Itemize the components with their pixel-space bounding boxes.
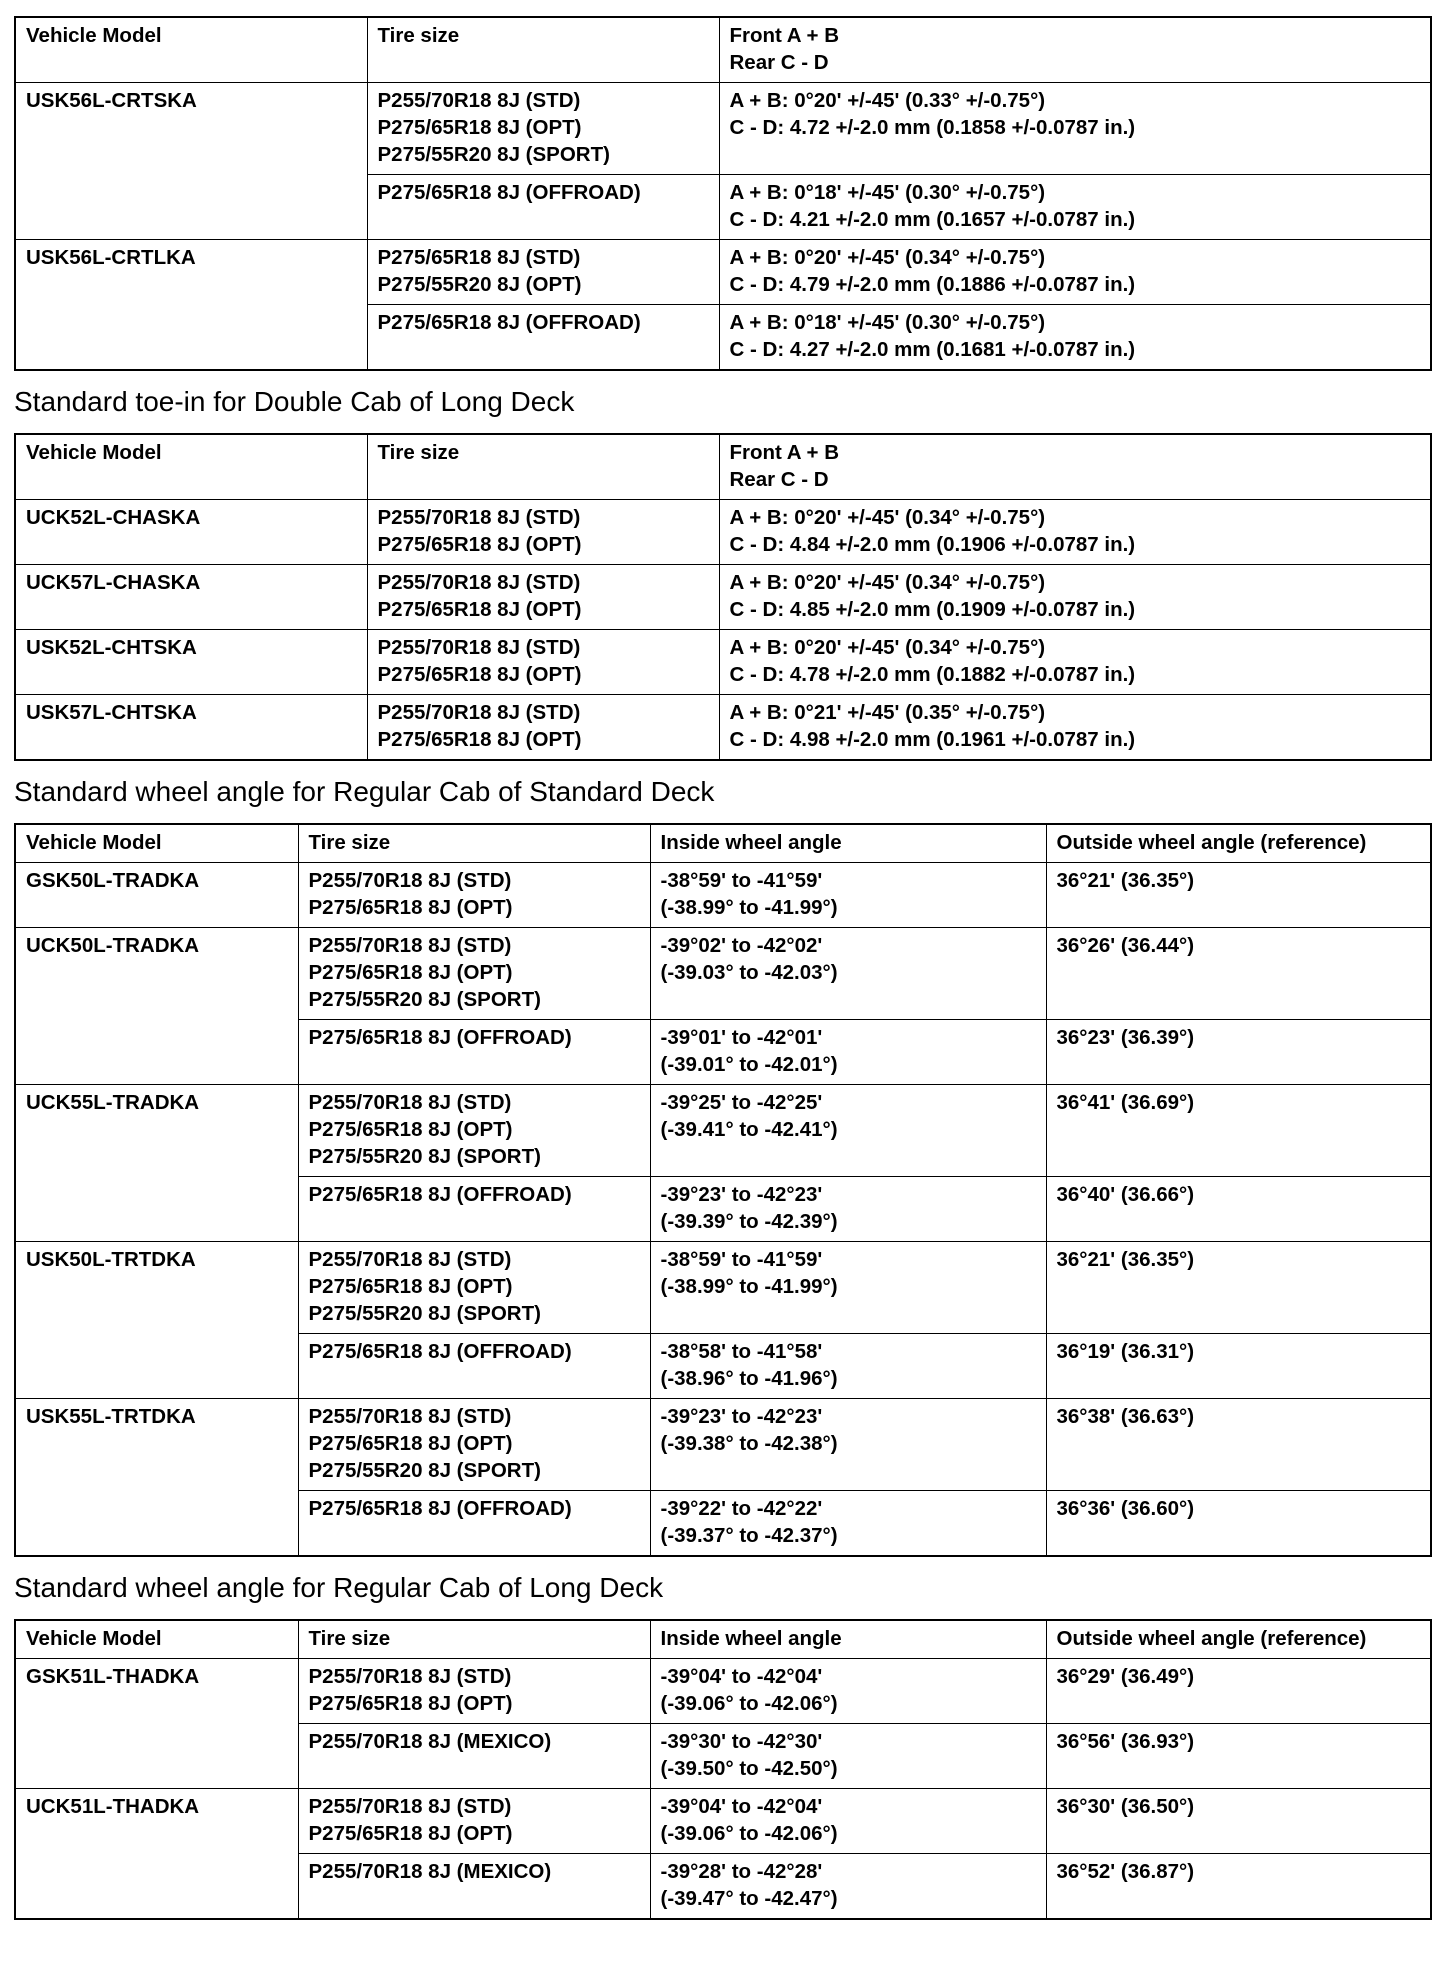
column-header-outside-wheel-angle xyxy=(1046,824,1431,863)
tire-size-cell-line: P275/65R18 8J (OPT) xyxy=(377,533,582,556)
toe-in-spec-cell-line: A + B: 0°20' +/-45' (0.34° +/-0.75°) xyxy=(729,571,1046,594)
column-header-vehicle-model-line: Vehicle Model xyxy=(26,24,162,47)
inside-wheel-angle-cell xyxy=(650,1242,1046,1334)
tire-size-cell xyxy=(298,1659,650,1724)
tire-size-cell-line: P275/65R18 8J (OPT) xyxy=(377,728,582,751)
column-header-vehicle-model-line: Vehicle Model xyxy=(26,441,162,464)
column-header-vehicle-model-line: Vehicle Model xyxy=(26,1627,162,1650)
table-row xyxy=(15,240,1431,305)
toe-in-spec-cell-line: C - D: 4.98 +/-2.0 mm (0.1961 +/-0.0787 in.) xyxy=(729,728,1136,751)
outside-wheel-angle-cell xyxy=(1046,1020,1431,1085)
column-header-tire-size xyxy=(298,1620,650,1659)
inside-wheel-angle-cell xyxy=(650,1789,1046,1854)
tire-size-cell-line: P275/55R20 8J (SPORT) xyxy=(308,1459,541,1482)
vehicle-model-cell xyxy=(15,928,298,1085)
tire-size-cell-line: P275/65R18 8J (OPT) xyxy=(308,896,513,919)
tire-size-cell-line: P255/70R18 8J (MEXICO) xyxy=(308,1730,552,1753)
inside-wheel-angle-cell-line: (-38.99° to -41.99°) xyxy=(660,1275,838,1298)
tire-size-cell-line: P275/65R18 8J (OPT) xyxy=(308,1822,513,1845)
outside-wheel-angle-cell xyxy=(1046,1854,1431,1920)
outside-wheel-angle-cell xyxy=(1046,1085,1431,1177)
tire-size-cell-line: P275/65R18 8J (OFFROAD) xyxy=(308,1026,572,1049)
vehicle-model-cell-line: USK55L-TRTDKA xyxy=(26,1405,196,1428)
column-header-vehicle-model xyxy=(15,1620,298,1659)
toe-in-spec-cell-line: C - D: 4.78 +/-2.0 mm (0.1882 +/-0.0787 in.) xyxy=(729,663,1136,686)
inside-wheel-angle-cell-line: (-39.41° to -42.41°) xyxy=(660,1118,838,1141)
header-row xyxy=(15,1620,1431,1659)
column-header-inside-wheel-angle-line: Inside wheel angle xyxy=(660,831,842,854)
table-row xyxy=(15,1659,1431,1724)
vehicle-model-cell xyxy=(15,1399,298,1557)
inside-wheel-angle-cell-line: (-39.01° to -42.01°) xyxy=(660,1053,838,1076)
outside-wheel-angle-cell-line: 36°26' (36.44°) xyxy=(1056,934,1195,957)
outside-wheel-angle-cell xyxy=(1046,1724,1431,1789)
inside-wheel-angle-cell-line: -39°01' to -42°01' xyxy=(660,1026,823,1049)
tire-size-cell xyxy=(367,240,719,305)
table-row xyxy=(15,1789,1431,1854)
vehicle-model-cell-line: UCK50L-TRADKA xyxy=(26,934,200,957)
outside-wheel-angle-cell xyxy=(1046,1659,1431,1724)
tire-size-cell-line: P275/65R18 8J (OPT) xyxy=(308,1275,513,1298)
toe-in-spec-cell-line: A + B: 0°20' +/-45' (0.34° +/-0.75°) xyxy=(729,246,1046,269)
tire-size-cell xyxy=(367,305,719,371)
tire-size-cell-line: P255/70R18 8J (STD) xyxy=(308,1248,512,1271)
outside-wheel-angle-cell-line: 36°41' (36.69°) xyxy=(1056,1091,1195,1114)
inside-wheel-angle-cell-line: -39°28' to -42°28' xyxy=(660,1860,823,1883)
outside-wheel-angle-cell-line: 36°19' (36.31°) xyxy=(1056,1340,1195,1363)
tire-size-cell-line: P275/65R18 8J (OFFROAD) xyxy=(308,1183,572,1206)
toe-in-table-1 xyxy=(14,16,1432,371)
tire-size-cell xyxy=(298,1085,650,1177)
inside-wheel-angle-cell-line: -39°04' to -42°04' xyxy=(660,1795,823,1818)
column-header-tire-size xyxy=(298,824,650,863)
tire-size-cell-line: P255/70R18 8J (STD) xyxy=(308,1795,512,1818)
vehicle-model-cell-line: USK56L-CRTSKA xyxy=(26,89,197,112)
toe-in-spec-cell-line: C - D: 4.72 +/-2.0 mm (0.1858 +/-0.0787 in.) xyxy=(729,116,1136,139)
vehicle-model-cell xyxy=(15,630,367,695)
column-header-vehicle-model xyxy=(15,824,298,863)
inside-wheel-angle-cell-line: (-39.50° to -42.50°) xyxy=(660,1757,838,1780)
outside-wheel-angle-cell xyxy=(1046,1491,1431,1557)
toe-in-table-double-cab-long-deck xyxy=(14,433,1432,761)
inside-wheel-angle-cell-line: (-38.96° to -41.96°) xyxy=(660,1367,838,1390)
inside-wheel-angle-cell xyxy=(650,1659,1046,1724)
outside-wheel-angle-cell-line: 36°38' (36.63°) xyxy=(1056,1405,1195,1428)
inside-wheel-angle-cell-line: -39°23' to -42°23' xyxy=(660,1405,823,1428)
tire-size-cell-line: P275/65R18 8J (OPT) xyxy=(308,961,513,984)
inside-wheel-angle-cell-line: (-39.37° to -42.37°) xyxy=(660,1524,838,1547)
tire-size-cell-line: P275/65R18 8J (OFFROAD) xyxy=(377,181,641,204)
outside-wheel-angle-cell xyxy=(1046,928,1431,1020)
vehicle-model-cell xyxy=(15,1789,298,1920)
inside-wheel-angle-cell-line: (-39.06° to -42.06°) xyxy=(660,1822,838,1845)
vehicle-model-cell xyxy=(15,695,367,761)
column-header-front-rear-line: Rear C - D xyxy=(729,468,829,491)
inside-wheel-angle-cell-line: (-39.06° to -42.06°) xyxy=(660,1692,838,1715)
outside-wheel-angle-cell-line: 36°23' (36.39°) xyxy=(1056,1026,1195,1049)
inside-wheel-angle-cell-line: -39°25' to -42°25' xyxy=(660,1091,823,1114)
inside-wheel-angle-cell xyxy=(650,1491,1046,1557)
toe-in-spec-cell xyxy=(719,83,1431,175)
table-row xyxy=(15,1242,1431,1334)
tire-size-cell-line: P255/70R18 8J (STD) xyxy=(377,636,581,659)
vehicle-model-cell-line: USK50L-TRTDKA xyxy=(26,1248,196,1271)
inside-wheel-angle-cell-line: (-39.39° to -42.39°) xyxy=(660,1210,838,1233)
document xyxy=(14,16,1430,1920)
tire-size-cell-line: P275/65R18 8J (STD) xyxy=(377,246,581,269)
toe-in-spec-cell-line: A + B: 0°18' +/-45' (0.30° +/-0.75°) xyxy=(729,311,1046,334)
vehicle-model-cell xyxy=(15,863,298,928)
outside-wheel-angle-cell-line: 36°29' (36.49°) xyxy=(1056,1665,1195,1688)
vehicle-model-cell-line: UCK52L-CHASKA xyxy=(26,506,201,529)
toe-in-spec-cell-line: C - D: 4.85 +/-2.0 mm (0.1909 +/-0.0787 in.) xyxy=(729,598,1136,621)
column-header-vehicle-model xyxy=(15,17,367,83)
outside-wheel-angle-cell-line: 36°21' (36.35°) xyxy=(1056,869,1195,892)
inside-wheel-angle-cell xyxy=(650,1177,1046,1242)
column-header-outside-wheel-angle-line: Outside wheel angle (reference) xyxy=(1056,1627,1367,1650)
table-row xyxy=(15,1399,1431,1491)
toe-in-spec-cell-line: A + B: 0°21' +/-45' (0.35° +/-0.75°) xyxy=(729,701,1046,724)
toe-in-spec-cell-line: C - D: 4.27 +/-2.0 mm (0.1681 +/-0.0787 in.) xyxy=(729,338,1136,361)
inside-wheel-angle-cell-line: -38°59' to -41°59' xyxy=(660,1248,823,1271)
toe-in-spec-cell-line: C - D: 4.79 +/-2.0 mm (0.1886 +/-0.0787 in.) xyxy=(729,273,1136,296)
section-title-wheel-angle-long-deck: Standard wheel angle for Regular Cab of Long Deck xyxy=(14,1572,664,1603)
tire-size-cell-line: P255/70R18 8J (STD) xyxy=(308,934,512,957)
tire-size-cell-line: P275/65R18 8J (OPT) xyxy=(377,598,582,621)
header-row xyxy=(15,434,1431,500)
tire-size-cell xyxy=(298,1789,650,1854)
outside-wheel-angle-cell xyxy=(1046,1789,1431,1854)
table-row xyxy=(15,928,1431,1020)
wheel-angle-table-long-deck xyxy=(14,1619,1432,1920)
inside-wheel-angle-cell-line: -39°30' to -42°30' xyxy=(660,1730,823,1753)
column-header-inside-wheel-angle xyxy=(650,824,1046,863)
tire-size-cell xyxy=(298,863,650,928)
inside-wheel-angle-cell-line: -39°02' to -42°02' xyxy=(660,934,823,957)
vehicle-model-cell-line: USK52L-CHTSKA xyxy=(26,636,197,659)
vehicle-model-cell xyxy=(15,83,367,240)
column-header-front-rear-line: Front A + B xyxy=(729,441,840,464)
toe-in-spec-cell-line: A + B: 0°20' +/-45' (0.34° +/-0.75°) xyxy=(729,506,1046,529)
tire-size-cell xyxy=(298,928,650,1020)
header-row xyxy=(15,824,1431,863)
vehicle-model-cell-line: UCK55L-TRADKA xyxy=(26,1091,200,1114)
tire-size-cell-line: P275/55R20 8J (SPORT) xyxy=(377,143,610,166)
inside-wheel-angle-cell xyxy=(650,928,1046,1020)
tire-size-cell xyxy=(298,1334,650,1399)
outside-wheel-angle-cell xyxy=(1046,1399,1431,1491)
tire-size-cell-line: P255/70R18 8J (STD) xyxy=(308,869,512,892)
vehicle-model-cell xyxy=(15,500,367,565)
inside-wheel-angle-cell-line: -39°04' to -42°04' xyxy=(660,1665,823,1688)
tire-size-cell-line: P255/70R18 8J (MEXICO) xyxy=(308,1860,552,1883)
outside-wheel-angle-cell-line: 36°36' (36.60°) xyxy=(1056,1497,1195,1520)
outside-wheel-angle-cell-line: 36°52' (36.87°) xyxy=(1056,1860,1195,1883)
toe-in-spec-cell xyxy=(719,175,1431,240)
vehicle-model-cell xyxy=(15,1242,298,1399)
column-header-tire-size xyxy=(367,17,719,83)
wheel-angle-table-standard-deck xyxy=(14,823,1432,1557)
toe-in-spec-cell-line: A + B: 0°20' +/-45' (0.34° +/-0.75°) xyxy=(729,636,1046,659)
tire-size-cell-line: P275/65R18 8J (OPT) xyxy=(308,1118,513,1141)
column-header-front-rear xyxy=(719,17,1431,83)
tire-size-cell xyxy=(367,630,719,695)
tire-size-cell xyxy=(298,1854,650,1920)
tire-size-cell xyxy=(298,1399,650,1491)
outside-wheel-angle-cell xyxy=(1046,1334,1431,1399)
inside-wheel-angle-cell-line: -39°22' to -42°22' xyxy=(660,1497,823,1520)
tire-size-cell-line: P275/55R20 8J (OPT) xyxy=(377,273,582,296)
vehicle-model-cell-line: USK57L-CHTSKA xyxy=(26,701,197,724)
table-row xyxy=(15,695,1431,761)
column-header-tire-size-line: Tire size xyxy=(377,441,460,464)
inside-wheel-angle-cell-line: (-39.38° to -42.38°) xyxy=(660,1432,838,1455)
table-row xyxy=(15,500,1431,565)
inside-wheel-angle-cell xyxy=(650,1085,1046,1177)
outside-wheel-angle-cell-line: 36°56' (36.93°) xyxy=(1056,1730,1195,1753)
outside-wheel-angle-cell xyxy=(1046,1177,1431,1242)
column-header-outside-wheel-angle xyxy=(1046,1620,1431,1659)
toe-in-spec-cell xyxy=(719,240,1431,305)
section-title-wheel-angle-standard-deck: Standard wheel angle for Regular Cab of Standard Deck xyxy=(14,776,715,807)
vehicle-model-cell-line: GSK51L-THADKA xyxy=(26,1665,200,1688)
tire-size-cell-line: P255/70R18 8J (STD) xyxy=(308,1405,512,1428)
column-header-inside-wheel-angle-line: Inside wheel angle xyxy=(660,1627,842,1650)
tire-size-cell xyxy=(367,175,719,240)
column-header-vehicle-model xyxy=(15,434,367,500)
column-header-inside-wheel-angle xyxy=(650,1620,1046,1659)
toe-in-spec-cell xyxy=(719,695,1431,761)
tire-size-cell-line: P275/65R18 8J (OPT) xyxy=(308,1432,513,1455)
outside-wheel-angle-cell xyxy=(1046,1242,1431,1334)
column-header-tire-size-line: Tire size xyxy=(308,1627,391,1650)
outside-wheel-angle-cell-line: 36°21' (36.35°) xyxy=(1056,1248,1195,1271)
table-row xyxy=(15,83,1431,175)
column-header-tire-size-line: Tire size xyxy=(308,831,391,854)
table-row xyxy=(15,863,1431,928)
tire-size-cell-line: P275/65R18 8J (OPT) xyxy=(308,1692,513,1715)
header-row xyxy=(15,17,1431,83)
column-header-tire-size xyxy=(367,434,719,500)
tire-size-cell-line: P275/55R20 8J (SPORT) xyxy=(308,1145,541,1168)
tire-size-cell xyxy=(367,83,719,175)
vehicle-model-cell xyxy=(15,1085,298,1242)
inside-wheel-angle-cell xyxy=(650,1399,1046,1491)
toe-in-spec-cell-line: A + B: 0°18' +/-45' (0.30° +/-0.75°) xyxy=(729,181,1046,204)
column-header-outside-wheel-angle-line: Outside wheel angle (reference) xyxy=(1056,831,1367,854)
tire-size-cell xyxy=(298,1177,650,1242)
table-row xyxy=(15,1085,1431,1177)
inside-wheel-angle-cell-line: (-39.03° to -42.03°) xyxy=(660,961,838,984)
tire-size-cell xyxy=(367,500,719,565)
toe-in-spec-cell xyxy=(719,305,1431,371)
vehicle-model-cell xyxy=(15,240,367,371)
outside-wheel-angle-cell-line: 36°30' (36.50°) xyxy=(1056,1795,1195,1818)
vehicle-model-cell-line: UCK51L-THADKA xyxy=(26,1795,200,1818)
tire-size-cell xyxy=(298,1491,650,1557)
column-header-tire-size-line: Tire size xyxy=(377,24,460,47)
inside-wheel-angle-cell-line: -38°59' to -41°59' xyxy=(660,869,823,892)
tire-size-cell-line: P255/70R18 8J (STD) xyxy=(377,571,581,594)
section-title-toe-in-double-cab-long-deck: Standard toe-in for Double Cab of Long Deck xyxy=(14,386,575,417)
tire-size-cell xyxy=(367,565,719,630)
toe-in-spec-cell xyxy=(719,565,1431,630)
inside-wheel-angle-cell xyxy=(650,1334,1046,1399)
column-header-front-rear-line: Front A + B xyxy=(729,24,840,47)
vehicle-model-cell xyxy=(15,565,367,630)
toe-in-spec-cell-line: C - D: 4.21 +/-2.0 mm (0.1657 +/-0.0787 in.) xyxy=(729,208,1136,231)
tire-size-cell-line: P255/70R18 8J (STD) xyxy=(377,701,581,724)
vehicle-model-cell-line: GSK50L-TRADKA xyxy=(26,869,200,892)
inside-wheel-angle-cell xyxy=(650,1724,1046,1789)
tire-size-cell-line: P255/70R18 8J (STD) xyxy=(377,506,581,529)
tire-size-cell xyxy=(298,1020,650,1085)
inside-wheel-angle-cell xyxy=(650,1020,1046,1085)
inside-wheel-angle-cell-line: (-39.47° to -42.47°) xyxy=(660,1887,838,1910)
tire-size-cell-line: P275/65R18 8J (OFFROAD) xyxy=(377,311,641,334)
toe-in-spec-cell-line: C - D: 4.84 +/-2.0 mm (0.1906 +/-0.0787 in.) xyxy=(729,533,1136,556)
tire-size-cell xyxy=(367,695,719,761)
table-row xyxy=(15,565,1431,630)
outside-wheel-angle-cell-line: 36°40' (36.66°) xyxy=(1056,1183,1195,1206)
vehicle-model-cell xyxy=(15,1659,298,1789)
inside-wheel-angle-cell xyxy=(650,1854,1046,1920)
inside-wheel-angle-cell-line: -38°58' to -41°58' xyxy=(660,1340,823,1363)
tire-size-cell-line: P275/65R18 8J (OPT) xyxy=(377,116,582,139)
vehicle-model-cell-line: USK56L-CRTLKA xyxy=(26,246,196,269)
toe-in-spec-cell-line: A + B: 0°20' +/-45' (0.33° +/-0.75°) xyxy=(729,89,1046,112)
column-header-front-rear-line: Rear C - D xyxy=(729,51,829,74)
column-header-front-rear xyxy=(719,434,1431,500)
tire-size-cell xyxy=(298,1724,650,1789)
inside-wheel-angle-cell-line: -39°23' to -42°23' xyxy=(660,1183,823,1206)
toe-in-spec-cell xyxy=(719,500,1431,565)
tire-size-cell-line: P275/55R20 8J (SPORT) xyxy=(308,988,541,1011)
column-header-vehicle-model-line: Vehicle Model xyxy=(26,831,162,854)
tire-size-cell-line: P275/65R18 8J (OPT) xyxy=(377,663,582,686)
tire-size-cell-line: P275/65R18 8J (OFFROAD) xyxy=(308,1497,572,1520)
tire-size-cell-line: P255/70R18 8J (STD) xyxy=(308,1091,512,1114)
table-row xyxy=(15,630,1431,695)
tire-size-cell-line: P275/55R20 8J (SPORT) xyxy=(308,1302,541,1325)
outside-wheel-angle-cell xyxy=(1046,863,1431,928)
tire-size-cell-line: P255/70R18 8J (STD) xyxy=(377,89,581,112)
tire-size-cell-line: P275/65R18 8J (OFFROAD) xyxy=(308,1340,572,1363)
vehicle-model-cell-line: UCK57L-CHASKA xyxy=(26,571,201,594)
inside-wheel-angle-cell-line: (-38.99° to -41.99°) xyxy=(660,896,838,919)
tire-size-cell xyxy=(298,1242,650,1334)
toe-in-spec-cell xyxy=(719,630,1431,695)
inside-wheel-angle-cell xyxy=(650,863,1046,928)
tire-size-cell-line: P255/70R18 8J (STD) xyxy=(308,1665,512,1688)
